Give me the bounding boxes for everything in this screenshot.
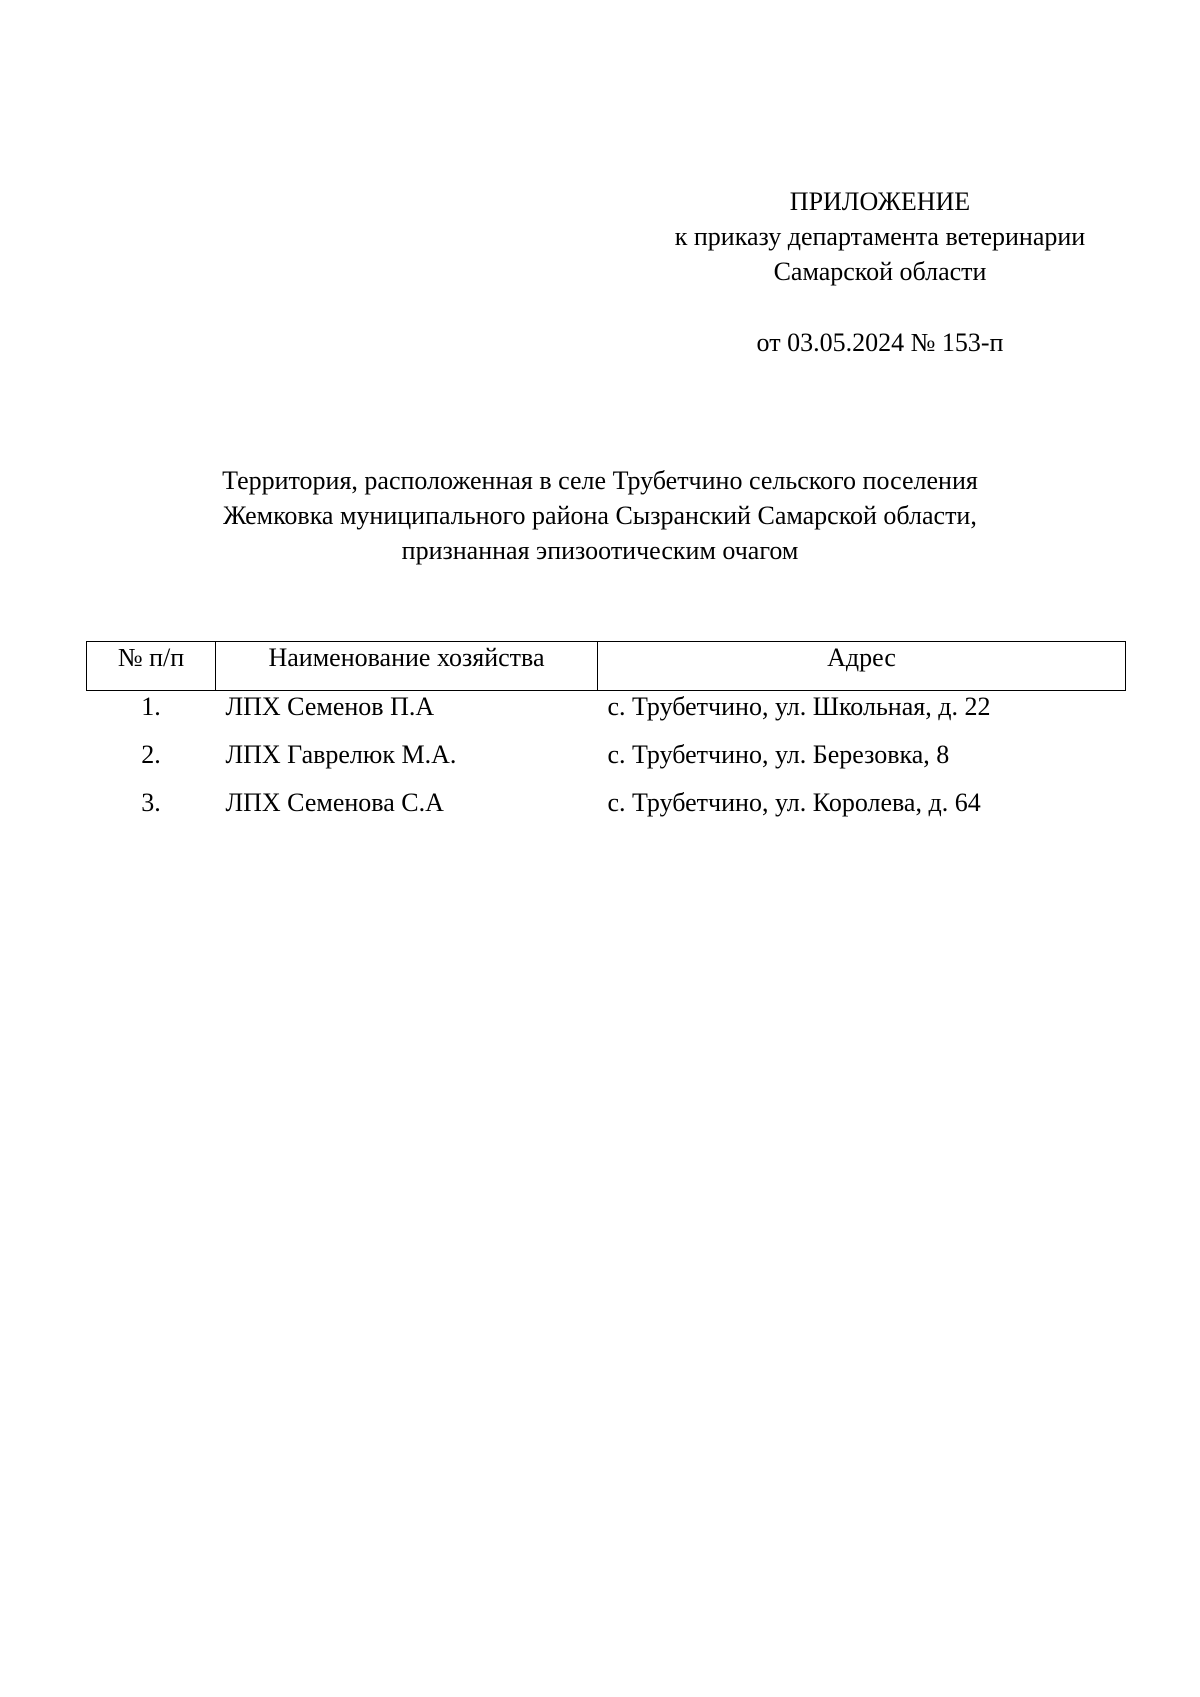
column-header-name: Наименование хозяйства bbox=[216, 642, 598, 691]
appendix-heading: ПРИЛОЖЕНИЕ bbox=[789, 187, 971, 216]
order-reference: от 03.05.2024 № 153-п bbox=[756, 328, 1004, 357]
row-number: 3. bbox=[141, 788, 161, 817]
household-address: с. Трубетчино, ул. Королева, д. 64 bbox=[607, 788, 981, 817]
household-name: ЛПХ Семенова С.А bbox=[225, 788, 444, 817]
appendix-region: Самарской области bbox=[773, 257, 987, 286]
row-number: 2. bbox=[141, 740, 161, 769]
title-line: признанная эпизоотическим очагом bbox=[401, 536, 799, 565]
table-row bbox=[87, 691, 1126, 740]
title-line: Территория, расположенная в селе Трубетчино сельского поселения bbox=[222, 466, 978, 495]
household-address: с. Трубетчино, ул. Школьная, д. 22 bbox=[607, 692, 991, 721]
household-name: ЛПХ Гаврелюк М.А. bbox=[225, 740, 457, 769]
column-header-number: № п/п bbox=[87, 642, 216, 691]
table-row bbox=[87, 787, 1126, 835]
household-address: с. Трубетчино, ул. Березовка, 8 bbox=[607, 740, 950, 769]
title-line: Жемковка муниципального района Сызранский Самарской области, bbox=[223, 501, 977, 530]
table-row bbox=[87, 739, 1126, 787]
appendix-subheading: к приказу департамента ветеринарии bbox=[674, 222, 1086, 251]
row-number: 1. bbox=[141, 692, 161, 721]
household-name: ЛПХ Семенов П.А bbox=[225, 692, 435, 721]
households-table bbox=[86, 641, 1126, 835]
appendix-header bbox=[640, 184, 1120, 289]
table-header-row bbox=[87, 642, 1126, 691]
document-title bbox=[150, 463, 1050, 568]
column-header-address: Адрес bbox=[598, 642, 1126, 691]
